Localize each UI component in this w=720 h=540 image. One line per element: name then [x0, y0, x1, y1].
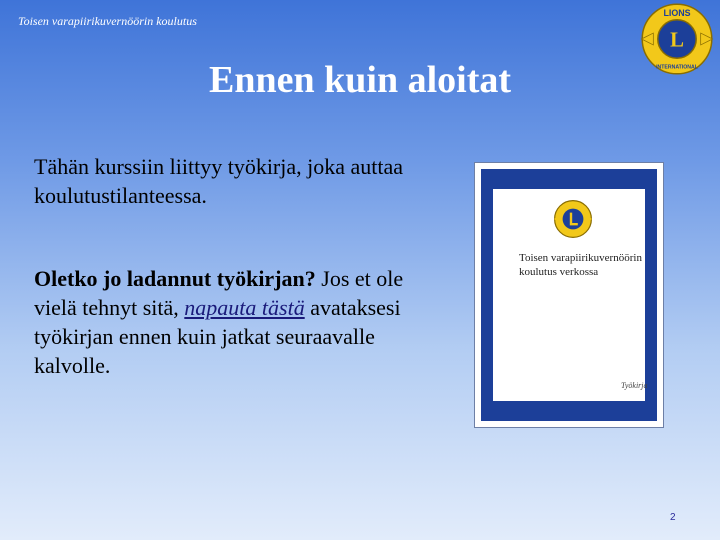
intro-paragraph: Tähän kurssiin liittyy työkirja, joka auttaa koulutustilanteessa.	[34, 154, 404, 208]
download-question: Oletko jo ladannut työkirjan?	[34, 266, 316, 291]
logo-top-text: LIONS	[663, 8, 691, 19]
workbook-title: Toisen varapiirikuvernöörin koulutus verkossa	[519, 252, 642, 278]
download-text-after: avataksesi työkirjan ennen kuin jatkat seuraavalle kalvolle.	[34, 295, 401, 378]
download-paragraph	[34, 264, 444, 380]
course-header: Toisen varapiirikuvernöörin koulutus	[18, 14, 197, 28]
workbook-stripe-bottom	[481, 401, 657, 421]
workbook-cover-image[interactable]	[474, 162, 664, 428]
workbook-stripe-top	[481, 169, 657, 189]
logo-letter: L	[670, 29, 684, 52]
workbook-stripe-left	[481, 169, 493, 421]
logo-bottom-text: INTERNATIONAL	[656, 64, 698, 71]
slide-title: Ennen kuin aloitat	[209, 59, 511, 101]
workbook-lions-logo	[553, 199, 593, 239]
slide-number: 2	[670, 512, 676, 523]
download-workbook-link[interactable]: napauta tästä	[184, 295, 305, 320]
download-text-before: Jos et ole vielä tehnyt sitä,	[34, 266, 404, 320]
workbook-subtitle: Työkirja	[621, 381, 648, 390]
